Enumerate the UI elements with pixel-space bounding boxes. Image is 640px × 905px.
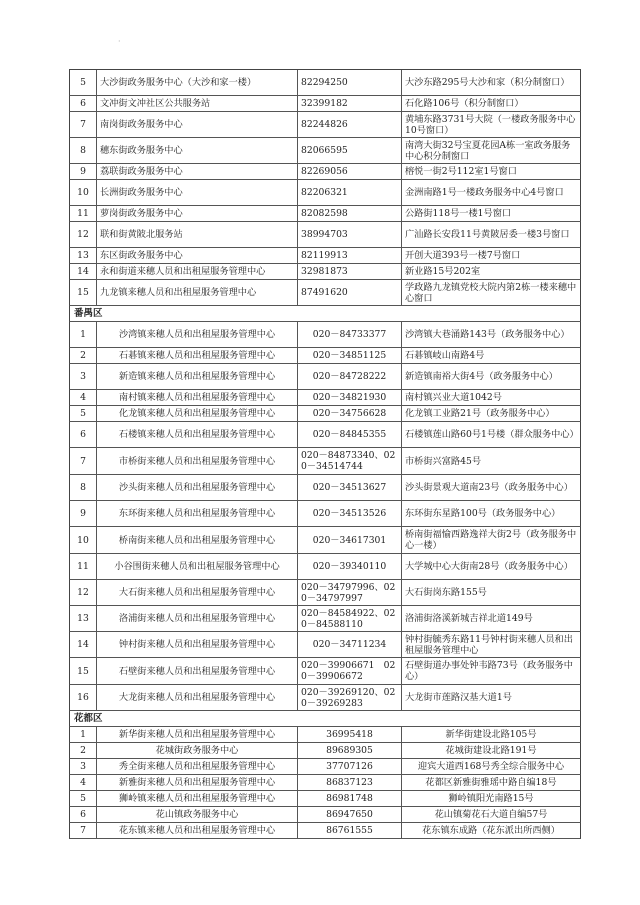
table-row [69,406,581,422]
table-row [69,70,581,96]
table-row [69,222,581,248]
address: 石壁街道办事处钟韦路73号（政务服务中心） [405,660,573,682]
address: 新华街建设北路105号 [445,729,537,740]
huadu-group [69,727,581,839]
row-number: 10 [70,527,97,553]
scan-mark: · [118,37,121,46]
address: 洛浦街洛溪新城吉祥北道149号 [405,613,533,624]
address: 沙头街景观大道南23号（政务服务中心） [405,482,573,493]
phone-number: 020－34821930 [298,390,402,405]
row-number: 14 [70,264,97,279]
phone-number: 020－84873340、020－34514744 [298,448,402,474]
phone-number: 37707126 [298,759,402,774]
phone-number: 82244826 [298,112,402,137]
center-name: 花城街政务服务中心 [97,743,298,758]
address: 钟村街毓秀东路11号钟村街来穗人员和出租屋服务管理中心 [405,633,573,656]
table-row [69,527,581,554]
center-name: 小谷围街来穗人员和出租屋服务管理中心 [97,554,298,579]
row-number: 2 [70,743,97,758]
center-name: 荔联街政务服务中心 [97,164,298,179]
center-name: 长洲街政务服务中心 [97,180,298,205]
table-row [69,164,581,180]
phone-number: 82294250 [298,70,402,95]
table-row [69,580,581,606]
center-name: 文冲街文冲社区公共服务站 [97,96,298,111]
center-name: 石楼镇来穗人员和出租屋服务管理中心 [97,422,298,447]
address: 花城街建设北路191号 [445,745,537,756]
address: 石楼镇莲山路60号1号楼（群众服务中心） [405,429,579,440]
address: 迎宾大道西168号秀全综合服务中心 [417,761,565,772]
address: 花都区新雅街雅瑶中路自编18号 [425,777,557,788]
center-name: 沙湾镇来穗人员和出租屋服务管理中心 [97,322,298,347]
center-name: 新造镇来穗人员和出租屋服务管理中心 [97,364,298,389]
table-row [69,501,581,527]
phone-number: 020－84584922、020－84588110 [298,606,402,631]
row-number: 5 [70,791,97,806]
row-number: 7 [70,823,97,838]
table-row [69,791,581,807]
phone-number: 82206321 [298,180,402,205]
address: 大石街岗东路155号 [405,587,487,598]
row-number: 8 [70,475,97,500]
address: 市桥街兴富路45号 [405,455,482,467]
address: 大学城中心大街南28号（政务服务中心） [405,561,573,572]
row-number: 4 [70,775,97,790]
phone-number: 020－39906671 020－39906672 [298,658,402,684]
table-row [69,759,581,775]
row-number: 6 [70,422,97,447]
table-row [69,138,581,164]
center-name: 萝岗街政务服务中心 [97,206,298,221]
table-row [69,322,581,348]
address: 化龙镇工业路21号（政务服务中心） [405,408,555,419]
table-row [69,475,581,501]
center-name: 沙头街来穗人员和出租屋服务管理中心 [97,475,298,500]
address: 新业路15号202室 [405,266,481,277]
row-number: 1 [70,322,97,347]
phone-number: 020－34617301 [298,527,402,553]
address: 沙湾镇大巷涌路143号（政务服务中心） [405,329,570,340]
phone-number: 82119913 [298,248,402,263]
phone-number: 82082598 [298,206,402,221]
table-row [69,348,581,364]
row-number: 5 [70,70,97,95]
row-number: 9 [70,501,97,526]
center-name: 市桥街来穗人员和出租屋服务管理中心 [97,448,298,474]
row-number: 7 [70,112,97,137]
phone-number: 36995418 [298,727,402,742]
center-name: 花东镇来穗人员和出租屋服务管理中心 [97,823,298,838]
row-number: 6 [70,96,97,111]
address: 榕悦一街2号112室1号窗口 [405,166,517,177]
table-row [69,823,581,839]
phone-number: 020－34513526 [298,501,402,526]
address: 金洲南路1号一楼政务服务中心4号窗口 [405,187,564,198]
center-name: 南岗街政务服务中心 [97,112,298,137]
baiyun-group [69,70,581,306]
center-name: 联和街黄陂北服务站 [97,222,298,247]
center-name: 化龙镇来穗人员和出租屋服务管理中心 [97,406,298,421]
address: 狮岭镇阳光南路15号 [448,793,534,804]
table-row [69,554,581,580]
table-row [69,206,581,222]
center-name: 永和街道来穗人员和出租屋服务管理中心 [97,264,298,279]
row-number: 5 [70,406,97,421]
row-number: 9 [70,164,97,179]
phone-number: 82066595 [298,138,402,163]
row-number: 3 [70,759,97,774]
phone-number: 86981748 [298,791,402,806]
address: 开创大道393号一楼7号窗口 [405,250,521,261]
address: 黄埔东路3731号大院（一楼政务服务中心10号窗口） [405,113,576,136]
row-number: 14 [70,632,97,657]
phone-number: 020－84733377 [298,322,402,347]
row-number: 11 [70,206,97,221]
center-name: 大石街来穗人员和出租屋服务管理中心 [97,580,298,605]
center-name: 新雅街来穗人员和出租屋服务管理中心 [97,775,298,790]
row-number: 15 [70,280,97,305]
table-row [69,685,581,711]
table-row [69,632,581,658]
phone-number: 38994703 [298,222,402,247]
table-row [69,96,581,112]
table-row [69,390,581,406]
row-number: 2 [70,348,97,363]
phone-number: 020－39340110 [298,554,402,579]
center-name: 秀全街来穗人员和出租屋服务管理中心 [97,759,298,774]
center-name: 东区街政务服务中心 [97,248,298,263]
center-name: 钟村街来穗人员和出租屋服务管理中心 [97,632,298,657]
center-name: 石碁镇来穗人员和出租屋服务管理中心 [97,348,298,363]
row-number: 16 [70,685,97,710]
center-name: 东环街来穗人员和出租屋服务管理中心 [97,501,298,526]
phone-number: 020－84728222 [298,364,402,389]
row-number: 7 [70,448,97,474]
address: 南村镇兴业大道1042号 [405,392,502,403]
center-name: 新华街来穗人员和出租屋服务管理中心 [97,727,298,742]
table-row [69,248,581,264]
center-name: 桥南街来穗人员和出租屋服务管理中心 [97,527,298,553]
row-number: 15 [70,658,97,684]
table-row [69,422,581,448]
section-title-panyu: 番禺区 [69,306,581,322]
center-name: 穗东街政务服务中心 [97,138,298,163]
section-title-huadu: 花都区 [69,711,581,727]
row-number: 13 [70,606,97,631]
phone-number: 020－34797996、020－34797997 [298,580,402,605]
phone-number: 86761555 [298,823,402,838]
address: 石碁镇岐山南路4号 [405,350,485,361]
phone-number: 020－34851125 [298,348,402,363]
address: 新造镇南裕大街4号（政务服务中心） [405,371,558,382]
address: 大沙东路295号大沙和家（积分制窗口） [405,77,570,88]
table-row [69,606,581,632]
panyu-group [69,322,581,711]
address: 花山镇菊花石大道自编57号 [434,809,548,820]
service-center-table [69,69,581,839]
phone-number: 020－34513627 [298,475,402,500]
table-row [69,743,581,759]
row-number: 12 [70,222,97,247]
table-row [69,727,581,743]
phone-number: 020－39269120、020－39269283 [298,685,402,710]
phone-number: 89689305 [298,743,402,758]
table-row [69,364,581,390]
phone-number: 32399182 [298,96,402,111]
address: 石化路106号（积分制窗口） [405,98,524,109]
phone-number: 82269056 [298,164,402,179]
center-name: 大龙街来穗人员和出租屋服务管理中心 [97,685,298,710]
row-number: 12 [70,580,97,605]
phone-number: 86837123 [298,775,402,790]
table-row [69,112,581,138]
row-number: 13 [70,248,97,263]
center-name: 石壁街来穗人员和出租屋服务管理中心 [97,658,298,684]
address: 花东镇东成路（花东派出所西侧） [422,825,560,836]
address: 南湾大街32号宝夏花园A栋一室政务服务中心积分制窗口 [405,139,571,162]
phone-number: 32981873 [298,264,402,279]
phone-number: 020－84845355 [298,422,402,447]
row-number: 11 [70,554,97,579]
row-number: 4 [70,390,97,405]
center-name: 狮岭镇来穗人员和出租屋服务管理中心 [97,791,298,806]
center-name: 九龙镇来穗人员和出租屋服务管理中心 [97,280,298,305]
row-number: 3 [70,364,97,389]
address: 公路街118号一楼1号窗口 [405,208,512,219]
table-row [69,448,581,475]
phone-number: 020－34756628 [298,406,402,421]
table-row [69,280,581,306]
phone-number: 86947650 [298,807,402,822]
address: 大龙街市莲路汉基大道1号 [405,692,512,703]
table-row [69,264,581,280]
table-row [69,658,581,685]
center-name: 南村镇来穗人员和出租屋服务管理中心 [97,390,298,405]
row-number: 10 [70,180,97,205]
table-row [69,180,581,206]
address: 学政路九龙镇党校大院内第2栋一楼来穗中心窗口 [405,281,577,304]
row-number: 6 [70,807,97,822]
center-name: 花山镇政务服务中心 [97,807,298,822]
phone-number: 87491620 [298,280,402,305]
address: 桥南街福愉西路逸祥大街2号（政务服务中心一楼） [405,529,577,551]
row-number: 1 [70,727,97,742]
phone-number: 020－34711234 [298,632,402,657]
address: 东环街东星路100号（政务服务中心） [405,508,561,519]
center-name: 洛浦街来穗人员和出租屋服务管理中心 [97,606,298,631]
table-row [69,775,581,791]
row-number: 8 [70,138,97,163]
table-row [69,807,581,823]
address: 广汕路长安段11号黄陂居委一楼3号窗口 [405,229,570,240]
center-name: 大沙街政务服务中心（大沙和家一楼） [97,70,298,95]
